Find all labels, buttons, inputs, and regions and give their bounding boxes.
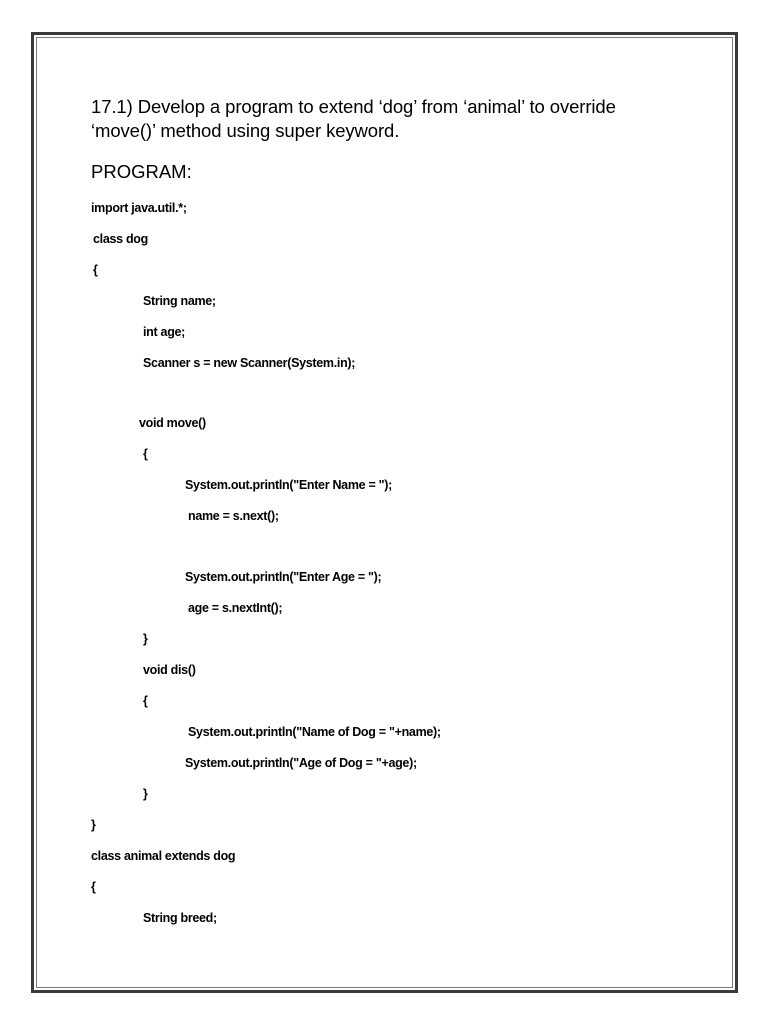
code-line: String breed; [143, 911, 217, 925]
code-line: } [91, 818, 96, 832]
code-line: } [143, 787, 148, 801]
code-line: class animal extends dog [91, 849, 236, 863]
code-line: System.out.println("Name of Dog = "+name); [188, 725, 441, 739]
code-line: import java.util.*; [91, 201, 187, 215]
code-line: class dog [93, 232, 148, 246]
code-line: } [143, 632, 148, 646]
code-line: void dis() [143, 663, 196, 677]
code-line: { [143, 447, 148, 461]
program-label: PROGRAM: [91, 161, 192, 182]
code-line: age = s.nextInt(); [188, 601, 283, 615]
code-line: System.out.println("Enter Age = "); [185, 570, 382, 584]
question-line-1: 17.1) Develop a program to extend ‘dog’ from ‘animal’ to override [91, 96, 616, 117]
question-line-2: ‘move()’ method using super keyword. [91, 120, 400, 141]
code-line: void move() [139, 416, 206, 430]
question-heading [91, 95, 691, 143]
code-line: String name; [143, 294, 216, 308]
code-line: { [91, 880, 96, 894]
code-line: int age; [143, 325, 186, 339]
code-line: { [93, 263, 98, 277]
code-line: System.out.println("Age of Dog = "+age); [185, 756, 417, 770]
code-line: Scanner s = new Scanner(System.in); [143, 356, 356, 370]
code-line: { [143, 694, 148, 708]
code-line: name = s.next(); [188, 509, 279, 523]
code-line: System.out.println("Enter Name = "); [185, 478, 392, 492]
